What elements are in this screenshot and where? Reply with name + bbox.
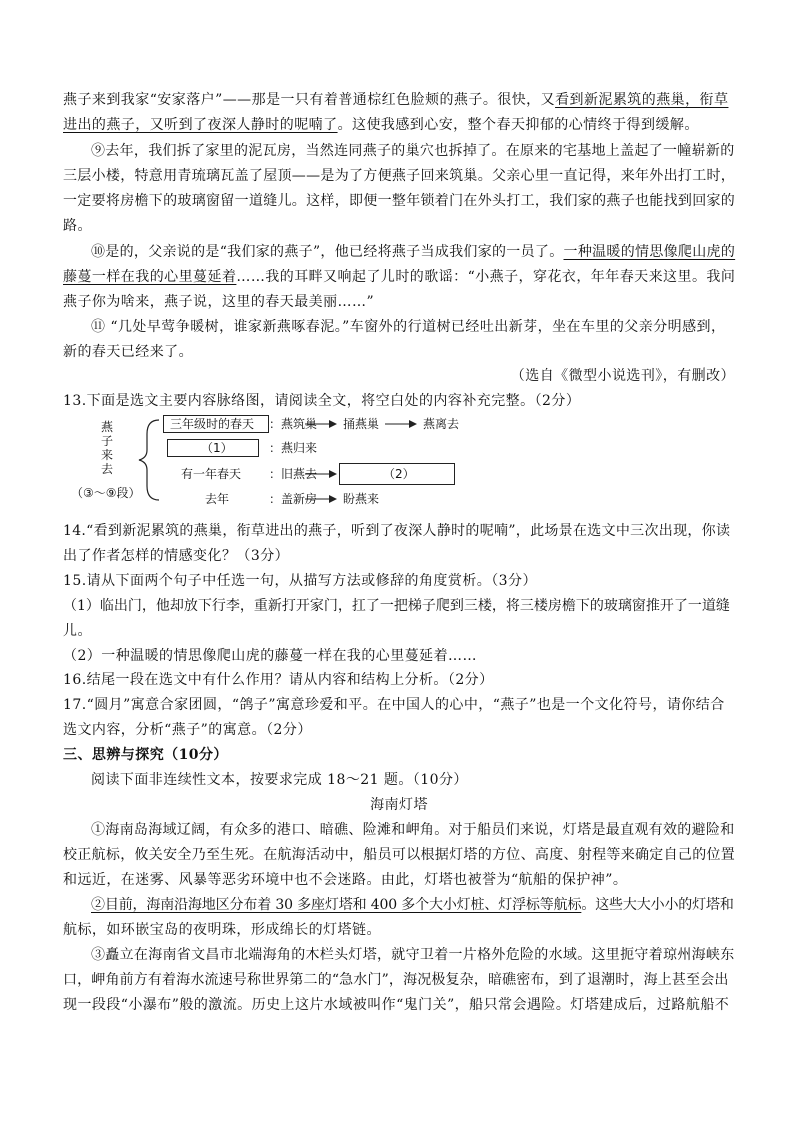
underlined-sentence: 看到新泥累筑的燕巢，衔草 [555, 92, 729, 108]
article-p1-line3: 和远近，在迷雾、风暴等恶劣环境中也不会迷路。由此，灯塔也被誉为“航船的保护神”。 [63, 872, 628, 888]
question-15: 15.请从下面两个句子中任选一句，从描写方法或修辞的角度赏析。（3分） [63, 573, 537, 589]
arrow-head [329, 420, 337, 428]
row4-item-2: 盼燕来 [343, 492, 380, 506]
story-p10-line2 [63, 267, 735, 287]
arrow-head [329, 495, 337, 503]
row1-item-2: 捅燕巢 [343, 417, 380, 431]
title-char: 子 [100, 434, 113, 448]
question-15-option-1-line2: 儿。 [63, 623, 92, 639]
diagram-colon: ： [269, 492, 282, 506]
question-16: 16.结尾一段在选文中有什么作用？请从内容和结构上分析。（2分） [63, 672, 494, 688]
story-p10-line1 [91, 242, 735, 262]
question-17-line2: 选文内容，分析“燕子”的寓意。（2分） [63, 722, 312, 738]
content-outline-diagram [63, 412, 523, 512]
row3-item: 旧燕去 [281, 467, 318, 481]
article-p2-line2: 航标，如环嵌宝岛的夜明珠，形成绵长的灯塔链。 [63, 922, 381, 938]
story-p11-line2: 新的春天已经来了。 [63, 344, 194, 360]
story-p11-line1: ⑪ “几处早莺争暖树，谁家新燕啄春泥。”车窗外的行道树已经吐出新芽，坐在车里的父亲分明感到， [91, 319, 726, 335]
question-13: 13.下面是选文主要内容脉络图，请阅读全文，将空白处的内容补充完整。（2分） [63, 393, 581, 409]
row2-item: 燕归来 [281, 441, 318, 455]
brace-shape [139, 420, 159, 500]
text-span: ⑩是的，父亲说的是“我们家的燕子”，他已经将燕子当成我们家的一员了。 [91, 244, 564, 260]
row3-label: 有一年春天 [181, 467, 242, 481]
blank-1-label: （1） [201, 441, 233, 455]
source-citation: （选自《微型小说选刊》，有删改） [510, 368, 735, 384]
text-span: 。这使我感到心安，整个春天抑郁的心情终于得到缓解。 [337, 117, 699, 133]
section-3-intro: 阅读下面非连续性文本，按要求完成 18～21 题。（10分） [91, 772, 468, 788]
story-p9-line2: 三层小楼，特意用青琉璃瓦盖了屋顶——是为了方便燕子回来筑巢。父亲心里一直记得，来年外出打工时， [63, 168, 736, 184]
article-p1-line1: ①海南岛海域辽阔，有众多的港口、暗礁、险滩和岬角。对于船员们来说，灯塔是最直观有效的避险和 [91, 822, 735, 838]
diagram-colon: ： [269, 441, 282, 455]
article-p3-line3: 现一段段“小瀑布”般的激流。历史上这片水域被叫作“鬼门关”，船只常会遇险。灯塔建成后，过路航船不 [63, 997, 730, 1013]
text-span: 。这些大大小小的灯塔和 [581, 897, 734, 913]
diagram-colon: ： [269, 467, 282, 481]
story-p8-line1 [63, 90, 735, 110]
diagram-colon: ： [269, 417, 282, 431]
arrow-head [409, 420, 417, 428]
article-p3-line1: ③矗立在海南省文昌市北端海角的木栏头灯塔，就守卫着一片格外危险的水域。这里扼守着琼州海峡东 [91, 947, 735, 963]
underlined-sentence: 一种温暖的情思像爬山虎的 [563, 244, 736, 260]
row4-label: 去年 [205, 492, 230, 506]
section-3-heading: 三、思辨与探究（10分） [63, 747, 228, 763]
story-p9-line1: ⑨去年，我们拆了家里的泥瓦房，当然连同燕子的巢穴也拆掉了。在原来的宅基地上盖起了一幢崭新的 [91, 143, 735, 159]
diagram-range: （③～⑨段） [71, 486, 141, 500]
question-14-line2: 出了作者怎样的情感变化？（3分） [63, 548, 290, 564]
question-15-option-2: （2）一种温暖的情思像爬山虎的藤蔓一样在我的心里蔓延着…… [63, 648, 477, 664]
story-p9-line4: 路。 [63, 218, 92, 234]
title-char: 燕 [100, 420, 113, 434]
underlined-sentence: 藤蔓一样在我的心里蔓延着 [63, 269, 237, 285]
story-p9-line3: 一定要将房檐下的玻璃窗留一道缝儿。这样，即便一整年锁着门在外头打工，我们家的燕子也能找到回家的 [63, 193, 736, 209]
text-span: ……我的耳畔又响起了儿时的歌谣：“小燕子，穿花衣，年年春天来这里。我问 [236, 269, 736, 285]
underlined-sentence: ②目前，海南沿海地区分布着 30 多座灯塔和 400 多个大小灯桩、灯浮标等航标 [91, 897, 582, 913]
story-p8-line2 [63, 115, 735, 135]
question-17-line1: 17.“圆月”寓意合家团圆，“鸽子”寓意珍爱和平。在中国人的心中，“燕子”也是一个文化符号，请你结合 [63, 697, 725, 713]
title-char: 去 [100, 462, 113, 476]
arrow-head [329, 470, 337, 478]
article-title: 海南灯塔 [370, 797, 428, 813]
story-p10-line3: 燕子你为啥来，燕子说，这里的春天最美丽……” [63, 294, 375, 310]
question-14-line1: 14.“看到新泥累筑的燕巢，衔草进出的燕子，听到了夜深人静时的呢喃”，此场景在选文中三次出现，你读 [63, 523, 731, 539]
row4-item-1: 盖新房 [281, 492, 318, 506]
question-15-option-1-line1: （1）临出门，他却放下行李，重新打开家门，扛了一把梯子爬到三楼，将三楼房檐下的玻璃窗推开了一道缝 [63, 598, 730, 614]
article-p3-line2: 口，岬角前方有着海水流速号称世界第二的“急水门”，海况极复杂，暗礁密布，到了退潮时，海上甚至会出 [63, 972, 729, 988]
row1-item-1: 燕筑巢 [281, 417, 318, 431]
underlined-sentence: 进出的燕子，又听到了夜深人静时的呢喃了 [63, 117, 338, 133]
row1-label: 三年级时的春天 [170, 417, 255, 431]
text-span: 燕子来到我家“安家落户”——那是一只有着普通棕红色脸颊的燕子。很快，又 [63, 92, 556, 108]
title-char: 来 [100, 448, 113, 462]
row1-item-3: 燕离去 [423, 417, 460, 431]
article-p1-line2: 校正航标，攸关安全乃至生死。在航海活动中，船员可以根据灯塔的方位、高度、射程等来确定自己的位置 [63, 847, 736, 863]
blank-2-label: （2） [383, 467, 415, 481]
article-p2-line1 [91, 895, 735, 915]
